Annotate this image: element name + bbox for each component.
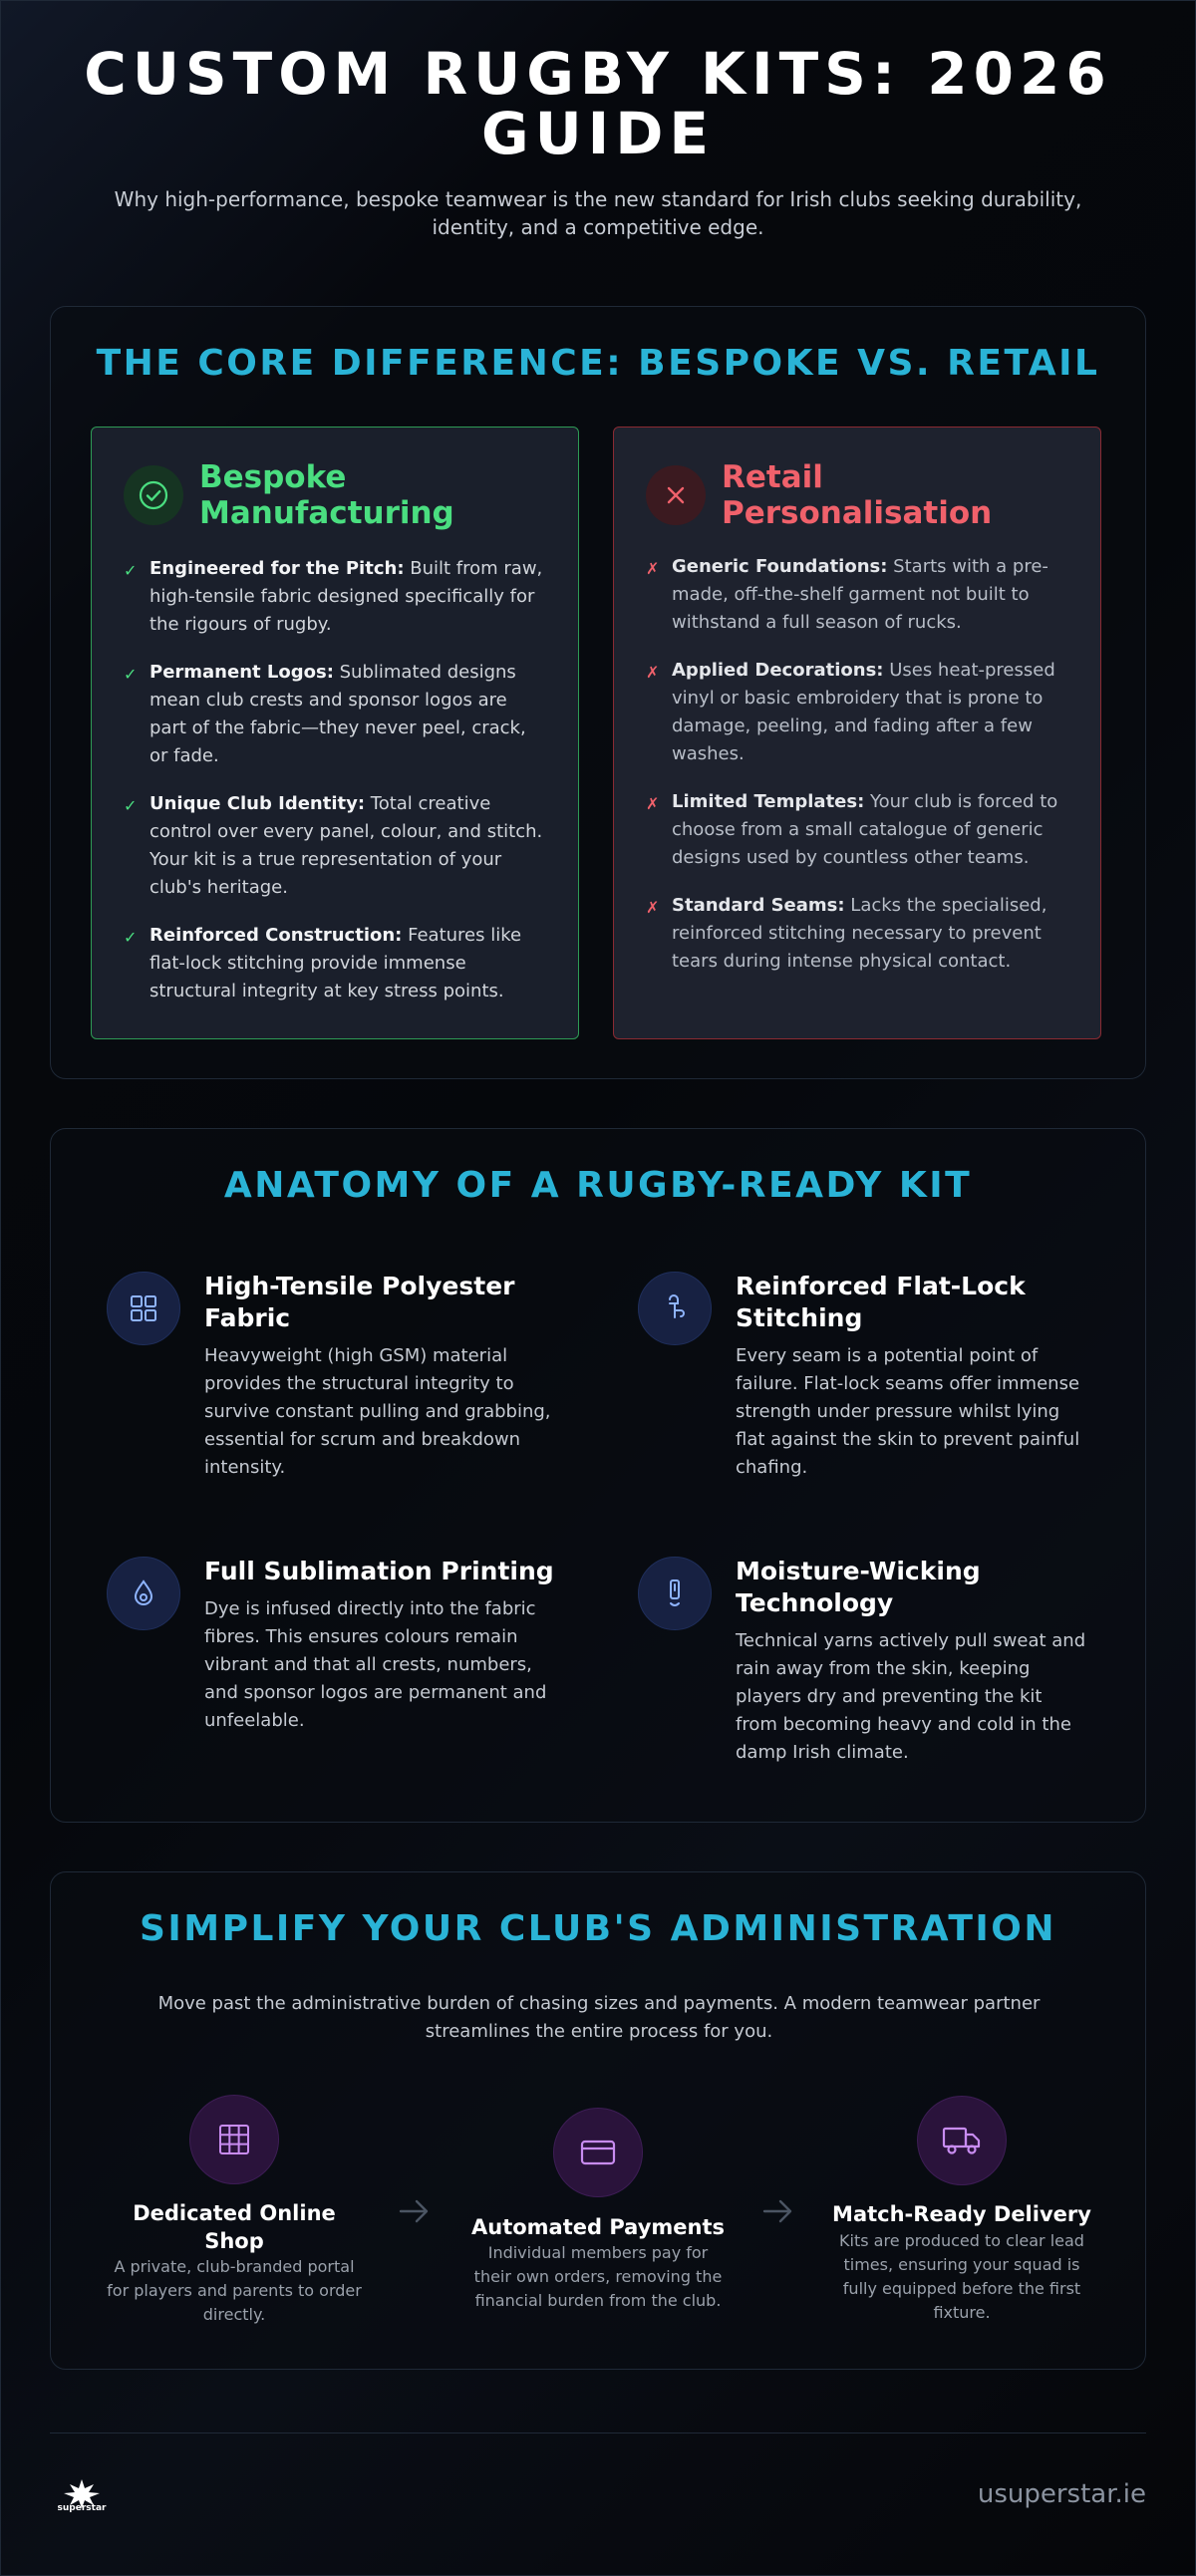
check-circle-icon <box>124 465 183 525</box>
step-text: Kits are produced to clear lead times, ensuring your squad is fully equipped before the first fixture. <box>839 2231 1084 2322</box>
ink-drop-icon <box>107 1557 180 1630</box>
admin-title: SIMPLIFY YOUR CLUB'S ADMINISTRATION <box>139 1908 1057 1949</box>
bespoke-item: Permanent Logos: Sublimated designs mean club crests and sponsor logos are part of the fabric—they never peel, crack, or fade. <box>150 662 526 766</box>
feature-text: Heavyweight (high GSM) material provides the structural integrity to survive constant pulling and grabbing, essential for scrum and breakdown intensity. <box>204 1345 551 1478</box>
admin-section <box>50 1871 1146 2370</box>
retail-title: Retail Personalisation <box>722 459 993 531</box>
feature-title: High-Tensile Polyester Fabric <box>204 1272 515 1332</box>
step-title: Match-Ready Delivery <box>832 2202 1091 2226</box>
retail-card <box>613 427 1101 1039</box>
arrow-right-icon <box>758 2191 798 2231</box>
bespoke-item: Engineered for the Pitch: Built from raw, high-tensile fabric designed specifically for the rigours of rugby. <box>150 558 543 635</box>
check-mark-icon: ✓ <box>124 796 138 815</box>
x-mark-icon: ✗ <box>646 898 660 917</box>
retail-item: Standard Seams: Lacks the specialised, reinforced stitching necessary to prevent tears during intense physical contact. <box>672 895 1047 972</box>
bespoke-item: Reinforced Construction: Features like flat-lock stitching provide immense structural integrity at key stress points. <box>150 925 522 1002</box>
brand-wordmark: superstar <box>57 2503 107 2513</box>
truck-icon <box>917 2096 1007 2185</box>
admin-intro: Move past the administrative burden of chasing sizes and payments. A modern teamwear partner streamlines the entire process for you. <box>157 1993 1041 2042</box>
feature-text: Every seam is a potential point of failure. Flat-lock seams offer immense strength under pressure whilst lying flat against the skin to prevent painful chafing. <box>736 1345 1080 1478</box>
shop-grid-icon <box>189 2095 279 2184</box>
page-subtitle: Why high-performance, bespoke teamwear is the new standard for Irish clubs seeking durability, identity, and a competitive edge. <box>114 187 1082 239</box>
bespoke-card <box>91 427 579 1039</box>
retail-item: Generic Foundations: Starts with a pre-made, off-the-shelf garment not built to withstand a full season of rucks. <box>672 556 1048 633</box>
check-mark-icon: ✓ <box>124 928 138 947</box>
retail-item: Applied Decorations: Uses heat-pressed vinyl or basic embroidery that is prone to damage, peeling, and fading after a few washes. <box>672 660 1055 764</box>
comparison-section <box>50 306 1146 1079</box>
check-mark-icon: ✓ <box>124 665 138 684</box>
feature-text: Dye is infused directly into the fabric fibres. This ensures colours remain vibrant and that all crests, numbers, and sponsor logos are permanent and unfeelable. <box>204 1598 547 1731</box>
site-link[interactable]: usuperstar.ie <box>977 2479 1146 2509</box>
retail-item: Limited Templates: Your club is forced to choose from a small catalogue of generic designs used by countless other teams. <box>672 791 1058 868</box>
comparison-title: THE CORE DIFFERENCE: BESPOKE VS. RETAIL <box>96 343 1100 384</box>
anatomy-title: ANATOMY OF A RUGBY-READY KIT <box>223 1165 973 1206</box>
grid-icon <box>107 1272 180 1345</box>
x-mark-icon: ✗ <box>646 663 660 682</box>
step-text: Individual members pay for their own orders, removing the financial burden from the club. <box>473 2243 723 2310</box>
feature-title: Reinforced Flat-Lock Stitching <box>736 1272 1026 1332</box>
moisture-icon <box>638 1557 712 1630</box>
page-title: CUSTOM RUGBY KITS: 2026 GUIDE <box>84 40 1112 167</box>
step-text: A private, club-branded portal for players and parents to order directly. <box>107 2257 362 2324</box>
x-circle-icon <box>646 465 706 525</box>
feature-text: Technical yarns actively pull sweat and rain away from the skin, keeping players dry and preventing the kit from becoming heavy and cold in the damp Irish climate. <box>736 1630 1086 1763</box>
step-title: Dedicated Online Shop <box>133 2201 336 2253</box>
anatomy-section <box>50 1128 1146 1823</box>
credit-card-icon <box>553 2108 643 2197</box>
check-mark-icon: ✓ <box>124 561 138 580</box>
feature-title: Moisture-Wicking Technology <box>736 1557 981 1617</box>
feature-title: Full Sublimation Printing <box>204 1557 554 1585</box>
bespoke-title: Bespoke Manufacturing <box>199 459 454 531</box>
bespoke-item: Unique Club Identity: Total creative control over every panel, colour, and stitch. Your kit is a true representation of your club's heritage. <box>150 793 543 898</box>
x-mark-icon: ✗ <box>646 559 660 578</box>
step-title: Automated Payments <box>471 2215 725 2239</box>
arrow-right-icon <box>395 2191 435 2231</box>
x-mark-icon: ✗ <box>646 794 660 813</box>
needle-thread-icon <box>638 1272 712 1345</box>
